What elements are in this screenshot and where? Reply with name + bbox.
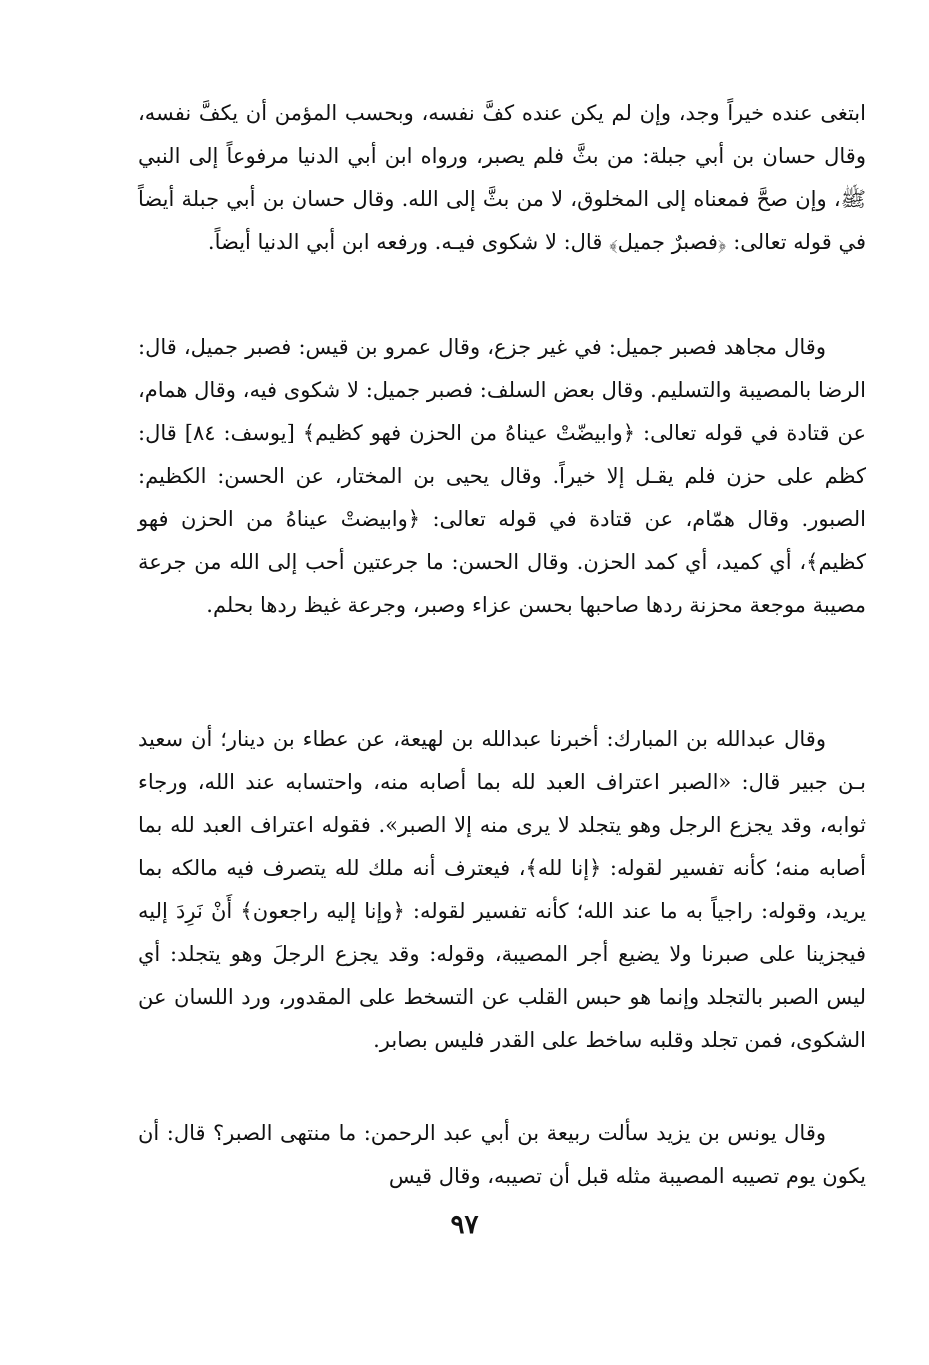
paragraph-1: ابتغى عنده خيراً وجد، وإن لم يكن عنده كفَّ نفسه، وبحسب المؤمن أن يكفَّ نفسه، وقال حسان بن أبي جبلة: من بثَّ فلم يصبر، ورواه ابن أبي الدنيا مرفوعاً إلى النبي ﷺ، وإن صحَّ فمعناه إلى المخلوق، لا من بثَّ إلى الله. وقال حسان بن أبي جبلة أيضاً في قوله تعالى: ﴿فصبرٌ جميل﴾ قال: لا شكوى فيـه. ورفعه ابن أبي الدنيا أيضاً. bbox=[138, 101, 866, 254]
page-number: ٩٧ bbox=[450, 1210, 479, 1240]
paragraph-3: وقال عبدالله بن المبارك: أخبرنا عبدالله بن لهيعة، عن عطاء بن دينار؛ أن سعيد بـن جبير قال: «الصبر اعتراف العبد لله بما أصابه منه، واحتسابه عند الله، ورجاء ثوابه، وقد يجزع الرجل وهو يتجلد لا يرى منه إلا الصبر». فقوله اعتراف العبد لله بما أصابه منه؛ كأنه تفسير لقوله: ﴿إنا لله﴾، فيعترف أنه ملك لله يتصرف فيه مالكه بما يريد، وقوله: راجياً به ما عند الله؛ كأنه تفسير لقوله: ﴿وإنا إليه راجعون﴾ أَنْ نَرِدَ إليه فيجزينا على صبرنا ولا يضيع أجر المصيبة، وقوله: وقد يجزع الرجلَ وهو يتجلد: أي ليس الصبر بالتجلد وإنما هو حبس القلب عن التسخط على المقدور، ورد اللسان عن الشكوى، فمن تجلد وقلبه ساخط على القدر فليس بصابر. bbox=[138, 727, 866, 1052]
paragraph-4: وقال يونس بن يزيد سألت ربيعة بن أبي عبد الرحمن: ما منتهى الصبر؟ قال: أن يكون يوم تصيبه المصيبة مثله قبل أن تصيبه، وقال قيس bbox=[138, 1121, 866, 1188]
paragraph-2: وقال مجاهد فصبر جميل: في غير جزع، وقال عمرو بن قيس: فصبر جميل، قال: الرضا بالمصيبة والتسليم. وقال بعض السلف: فصبر جميل: لا شكوى فيه، وقال همام، عن قتادة في قوله تعالى: ﴿وابيضّتْ عيناهُ من الحزن فهو كظيم﴾ [يوسف: ٨٤] قال: كظم على حزن فلم يقـل إلا خيراً. وقال يحيى بن المختار، عن الحسن: الكظيم: الصبور. وقال همّام، عن قتادة في قوله تعالى: ﴿وابيضتْ عيناهُ من الحزن فهو كظيم﴾، أي كميد، أي كمد الحزن. وقال الحسن: ما جرعتين أحب إلى الله من جرعة مصيبة موجعة محزنة ردها صاحبها بحسن عزاء وصبر، وجرعة غيظ ردها بحلم. bbox=[138, 335, 866, 617]
